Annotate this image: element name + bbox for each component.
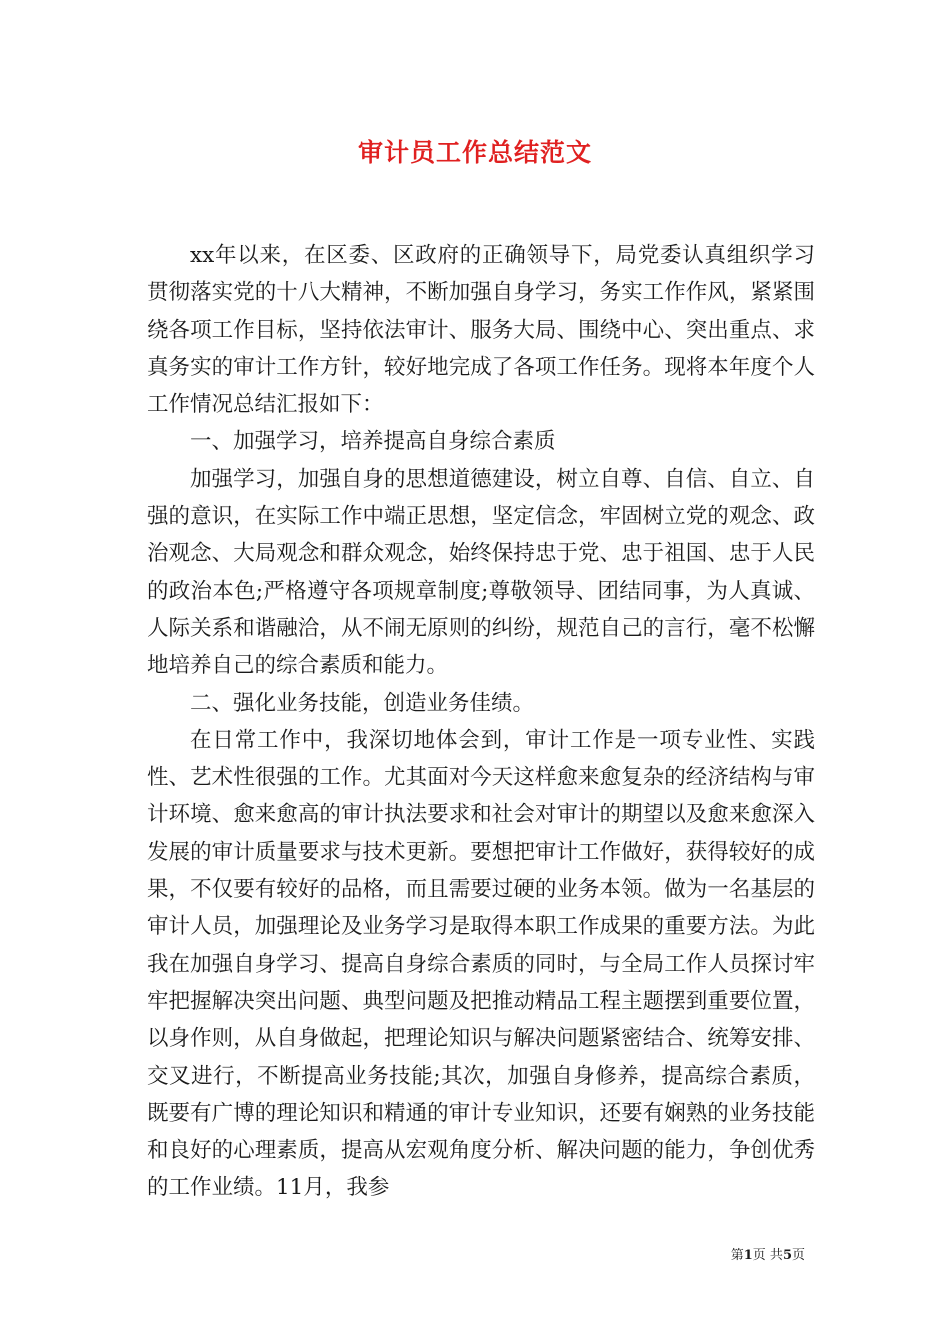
footer-suffix: 页 <box>791 1248 805 1263</box>
footer-middle: 页 共 <box>752 1248 783 1263</box>
document-body <box>147 237 815 1207</box>
paragraph-section-1: 加强学习，加强自身的思想道德建设，树立自尊、自信、自立、自强的意识，在实际工作中端正思想，坚定信念，牢固树立党的观念、政治观念、大局观念和群众观念，始终保持忠于党、忠于祖国、忠于人民的政治本色;严格遵守各项规章制度;尊敬领导、团结同事，为人真诚、人际关系和谐融洽，从不闹无原则的纠纷，规范自己的言行，毫不松懈地培养自己的综合素质和能力。 <box>147 466 815 679</box>
section-heading-1: 一、加强学习，培养提高自身综合素质 <box>190 429 556 455</box>
document-title: 审计员工作总结范文 <box>357 138 592 167</box>
paragraph-section-2: 在日常工作中，我深切地体会到，审计工作是一项专业性、实践性、艺术性很强的工作。尤其面对今天这样愈来愈复杂的经济结构与审计环境、愈来愈高的审计执法要求和社会对审计的期望以及愈来愈深入发展的审计质量要求与技术更新。要想把审计工作做好，获得较好的成果，不仅要有较好的品格，而且需要过硬的业务本领。做为一名基层的审计人员，加强理论及业务学习是取得本职工作成果的重要方法。为此我在加强自身学习、提高自身综合素质的同时，与全局工作人员探讨牢牢把握解决突出问题、典型问题及把推动精品工程主题摆到重要位置，以身作则，从自身做起，把理论知识与解决问题紧密结合、统筹安排、交叉进行，不断提高业务技能;其次，加强自身修养，提高综合素质，既要有广博的理论知识和精通的审计专业知识，还要有娴熟的业务技能和良好的心理素质，提高从宏观角度分析、解决问题的能力，争创优秀的工作业绩。11月，我参 <box>147 727 815 1201</box>
section-heading-2: 二、强化业务技能，创造业务佳绩。 <box>190 690 535 716</box>
page-number-footer <box>731 1244 805 1263</box>
footer-prefix: 第 <box>730 1248 744 1263</box>
paragraph-intro: xx年以来，在区委、区政府的正确领导下，局党委认真组织学习贯彻落实党的十八大精神，不断加强自身学习，务实工作作风，紧紧围绕各项工作目标，坚持依法审计、服务大局、围绕中心、突出重点、求真务实的审计工作方针，较好地完成了各项工作任务。现将本年度个人工作情况总结汇报如下： <box>147 243 815 418</box>
footer-current-page: 1 <box>743 1248 753 1263</box>
footer-total-pages: 5 <box>782 1248 792 1263</box>
